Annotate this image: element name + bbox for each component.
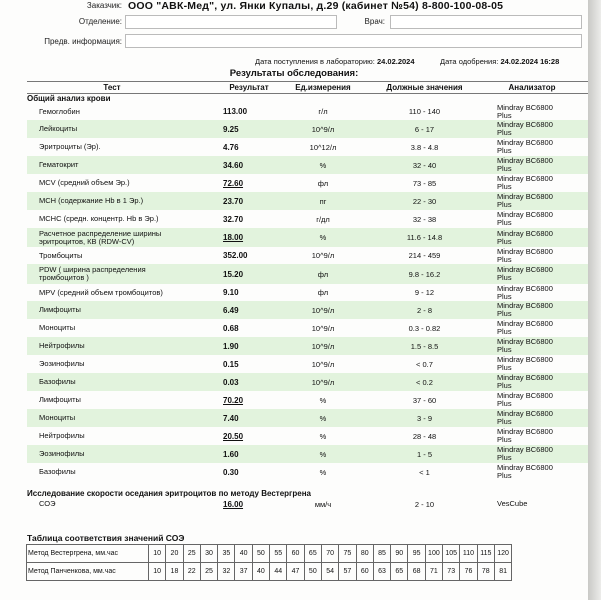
- soe-cell: 60: [356, 563, 373, 581]
- row-analyzer: Mindray BC6800 Plus: [497, 391, 553, 408]
- soe-cell: 25: [183, 545, 200, 563]
- row-unit: 10^9/л: [311, 341, 335, 351]
- row-name: Гемоглобин: [39, 106, 80, 116]
- table-row: [27, 319, 588, 337]
- row-name: Моноциты: [39, 323, 76, 332]
- row-result: 0.68: [223, 323, 239, 333]
- row-norm: 9 - 12: [414, 288, 435, 297]
- row-analyzer: Mindray BC6800 Plus: [497, 463, 553, 480]
- row-unit: 10^9/л: [311, 377, 335, 387]
- row-name: Эозинофилы: [39, 449, 85, 458]
- report-title: Результаты обследования:: [229, 68, 359, 79]
- row-analyzer: Mindray BC6800 Plus: [497, 301, 553, 318]
- soe-cell: 85: [373, 545, 390, 563]
- row-norm: 32 - 38: [412, 214, 437, 224]
- soe-row-label: Метод Вестергрена, мм.час: [27, 545, 149, 563]
- row-analyzer: Mindray BC6800 Plus: [497, 265, 553, 282]
- table-row: [27, 120, 588, 138]
- row-norm: 110 - 140: [408, 107, 441, 116]
- row-result: 9.25: [223, 124, 239, 134]
- table-row: [27, 427, 588, 445]
- row-name: Тромбоциты: [39, 250, 83, 260]
- row-analyzer: Mindray BC6800 Plus: [497, 445, 553, 462]
- soe-cell: 110: [460, 545, 477, 563]
- soe-cell: 57: [339, 563, 356, 581]
- row-unit: фл: [317, 178, 329, 188]
- row-norm: 1 - 5: [416, 449, 432, 459]
- row-norm: 6 - 17: [414, 124, 435, 134]
- soe-table-title: Таблица соответствия значений СОЭ: [27, 533, 185, 543]
- col-result: Результат: [229, 83, 269, 92]
- row-result: 72.60: [223, 178, 244, 188]
- row-name: Моноциты: [39, 413, 76, 422]
- col-unit: Ед.измерения: [295, 83, 351, 92]
- row-result: 0.30: [223, 467, 239, 477]
- table-row: [27, 228, 588, 247]
- soe-cell: 65: [304, 545, 321, 563]
- approved-label: Дата одобрения:: [440, 57, 499, 66]
- col-test: Тест: [103, 83, 121, 92]
- row-name: Эритроциты (Эр).: [39, 142, 101, 151]
- soe-cell: 76: [460, 563, 477, 581]
- row-unit: 10^9/л: [311, 323, 335, 333]
- row-norm: 2 - 8: [416, 305, 432, 315]
- row-name: Эозинофилы: [39, 359, 85, 368]
- soe-cell: 95: [408, 545, 425, 563]
- row-name: Нейтрофилы: [39, 431, 85, 440]
- soe-cell: 40: [252, 563, 269, 581]
- row-unit: %: [319, 431, 327, 441]
- soe-cell: 10: [149, 545, 166, 563]
- soe-cell: 37: [235, 563, 252, 581]
- soe-cell: 54: [321, 563, 338, 581]
- row-unit: %: [319, 467, 327, 477]
- row-norm: < 0.2: [416, 377, 433, 387]
- row-result: 352.00: [223, 251, 248, 260]
- table-row: [27, 174, 588, 192]
- row-unit: фл: [317, 288, 329, 297]
- row-result: 1.60: [223, 449, 239, 459]
- soe-cell: 105: [443, 545, 460, 563]
- received-label: Дата поступления в лабораторию:: [255, 57, 375, 66]
- row-unit: мм/ч: [314, 499, 332, 509]
- received-date: [255, 57, 415, 66]
- row-result: 16.00: [223, 499, 244, 509]
- row-result: 1.90: [223, 341, 239, 351]
- table-row: [27, 210, 588, 228]
- row-name: Лейкоциты: [39, 124, 78, 133]
- soe-cell: 20: [166, 545, 183, 563]
- soe-cell: 40: [235, 545, 252, 563]
- department-label: Отделение:: [78, 17, 122, 26]
- row-name: СОЭ: [39, 499, 56, 508]
- row-norm: 32 - 40: [412, 160, 437, 170]
- table-row: [27, 445, 588, 463]
- table-row: [27, 373, 588, 391]
- soe-cell: 60: [287, 545, 304, 563]
- row-analyzer: Mindray BC6800 Plus: [497, 373, 553, 390]
- soe-row-panchenkov: [27, 563, 512, 581]
- row-name: Расчетное распределение ширины эритроцитов, КВ (RDW-CV): [39, 228, 162, 246]
- soe-cell: 30: [200, 545, 217, 563]
- row-result: 23.70: [223, 196, 244, 206]
- soe-cell: 81: [494, 563, 511, 581]
- row-norm: 1.5 - 8.5: [410, 341, 439, 351]
- doctor-label: Врач:: [364, 17, 385, 26]
- customer-label: Заказчик:: [86, 1, 122, 10]
- table-row: [27, 264, 588, 284]
- row-result: 113.00: [223, 107, 248, 116]
- row-analyzer: Mindray BC6800 Plus: [497, 246, 553, 264]
- row-norm: 3 - 9: [416, 413, 432, 423]
- row-result: 15.20: [223, 269, 244, 279]
- row-norm: 2 - 10: [414, 499, 435, 509]
- row-unit: 10^12/л: [309, 142, 337, 152]
- prelim-info-label: Предв. информация:: [44, 37, 122, 46]
- row-norm: 11.6 - 14.8: [406, 233, 443, 242]
- row-norm: < 0.7: [416, 359, 433, 369]
- soe-cell: 63: [373, 563, 390, 581]
- row-norm: 9.8 - 16.2: [408, 269, 441, 279]
- soe-cell: 70: [321, 545, 338, 563]
- results-table-header: [27, 81, 588, 94]
- row-analyzer: Mindray BC6800 Plus: [497, 102, 553, 120]
- row-result: 18.00: [223, 233, 244, 242]
- row-name: MCH (содержание Hb в 1 Эр.): [39, 196, 144, 205]
- page-edge: [588, 0, 601, 600]
- row-name: PDW ( ширина распределения тромбоцитов ): [39, 265, 146, 282]
- soe-row-label: Метод Панченкова, мм.час: [27, 563, 149, 581]
- table-row: [27, 337, 588, 355]
- row-name: Базофилы: [39, 377, 76, 386]
- row-name: MCV (средний объем Эр.): [39, 178, 130, 187]
- row-unit: %: [319, 413, 327, 423]
- row-name: Нейтрофилы: [39, 341, 85, 350]
- row-analyzer: Mindray BC6800 Plus: [497, 228, 553, 246]
- table-row: [27, 284, 588, 301]
- row-name: Гематокрит: [39, 160, 79, 169]
- row-analyzer: Mindray BC6800 Plus: [497, 174, 553, 191]
- soe-cell: 50: [252, 545, 269, 563]
- soe-cell: 68: [408, 563, 425, 581]
- row-name: Базофилы: [39, 467, 76, 476]
- row-analyzer: Mindray BC6800 Plus: [497, 120, 553, 137]
- section-cbc: Общий анализ крови: [27, 94, 111, 103]
- soe-cell: 50: [304, 563, 321, 581]
- row-name: MPV (средний объем тромбоцитов): [39, 287, 163, 297]
- table-row: [27, 301, 588, 319]
- row-analyzer: Mindray BC6800 Plus: [497, 210, 553, 227]
- soe-cell: 78: [477, 563, 494, 581]
- row-result: 32.70: [223, 214, 244, 224]
- row-norm: 0.3 - 0.82: [408, 323, 441, 333]
- approved-value: 24.02.2024 16:28: [500, 57, 560, 66]
- row-analyzer: Mindray BC6800 Plus: [497, 409, 553, 426]
- row-unit: %: [319, 449, 327, 459]
- row-norm: 214 - 459: [408, 251, 441, 260]
- row-result: 0.15: [223, 359, 239, 369]
- row-result: 0.03: [223, 377, 239, 387]
- row-name: Лимфоциты: [39, 395, 81, 404]
- approved-date: [440, 57, 559, 66]
- table-row: [27, 103, 588, 120]
- soe-cell: 73: [443, 563, 460, 581]
- soe-cell: 47: [287, 563, 304, 581]
- row-unit: пг: [319, 196, 327, 206]
- department-field: [125, 15, 337, 29]
- row-result: 20.50: [223, 431, 244, 441]
- row-norm: 3.8 - 4.8: [410, 142, 439, 152]
- row-result: 7.40: [223, 413, 239, 423]
- section-esr: Исследование скорости оседания эритроцитов по методу Вестергрена: [27, 489, 311, 498]
- soe-cell: 18: [166, 563, 183, 581]
- row-norm: 28 - 48: [412, 431, 437, 441]
- row-norm: 37 - 60: [412, 395, 437, 405]
- row-unit: %: [319, 395, 327, 405]
- soe-cell: 32: [218, 563, 235, 581]
- col-norm: Должные значения: [386, 83, 463, 92]
- table-row: [27, 391, 588, 409]
- soe-table: [26, 544, 512, 581]
- soe-cell: 120: [494, 545, 511, 563]
- customer-value: ООО "АВК-Мед", ул. Янки Купалы, д.29 (кабинет №54) 8-800-100-08-05: [128, 0, 504, 12]
- soe-cell: 115: [477, 545, 494, 563]
- row-analyzer: Mindray BC6800 Plus: [497, 355, 553, 372]
- prelim-info-field: [125, 34, 582, 48]
- row-norm: < 1: [419, 467, 430, 477]
- row-analyzer: Mindray BC6800 Plus: [497, 156, 553, 173]
- soe-cell: 80: [356, 545, 373, 563]
- table-row-esr: [27, 497, 588, 511]
- row-unit: фл: [317, 269, 329, 279]
- table-row: [27, 355, 588, 373]
- row-analyzer: Mindray BC6800 Plus: [497, 283, 553, 301]
- table-row: [27, 409, 588, 427]
- soe-cell: 71: [425, 563, 442, 581]
- row-result: 4.76: [223, 142, 239, 152]
- soe-cell: 100: [425, 545, 442, 563]
- table-row: [27, 156, 588, 174]
- soe-cell: 22: [183, 563, 200, 581]
- table-row: [27, 463, 588, 481]
- row-unit: 10^9/л: [311, 305, 335, 315]
- row-name: MCHC (средн. концентр. Hb в Эр.): [39, 214, 159, 223]
- row-unit: г/л: [318, 107, 328, 116]
- row-analyzer: Mindray BC6800 Plus: [497, 427, 553, 444]
- row-unit: %: [319, 233, 327, 242]
- table-row: [27, 247, 588, 264]
- table-row: [27, 192, 588, 210]
- soe-cell: 90: [391, 545, 408, 563]
- row-analyzer: Mindray BC6800 Plus: [497, 337, 553, 354]
- row-result: 70.20: [223, 395, 244, 405]
- row-norm: 22 - 30: [412, 196, 437, 206]
- row-name: Лимфоциты: [39, 305, 81, 314]
- soe-cell: 35: [218, 545, 235, 563]
- row-norm: 73 - 85: [412, 178, 437, 188]
- row-unit: %: [319, 160, 327, 170]
- soe-cell: 65: [391, 563, 408, 581]
- doctor-field: [390, 15, 582, 29]
- row-analyzer: Mindray BC6800 Plus: [497, 319, 553, 336]
- soe-cell: 75: [339, 545, 356, 563]
- received-value: 24.02.2024: [376, 57, 415, 66]
- soe-row-westergren: [27, 545, 512, 563]
- row-result: 34.60: [223, 160, 244, 170]
- row-unit: 10^9/л: [311, 251, 335, 260]
- row-analyzer: VesCube: [497, 499, 528, 508]
- row-unit: г/дл: [316, 214, 330, 224]
- row-unit: 10^9/л: [311, 359, 335, 369]
- soe-cell: 44: [270, 563, 287, 581]
- soe-cell: 55: [270, 545, 287, 563]
- table-row: [27, 138, 588, 156]
- row-result: 9.10: [223, 288, 239, 297]
- row-result: 6.49: [223, 305, 239, 315]
- soe-cell: 25: [200, 563, 217, 581]
- col-analyzer: Анализатор: [508, 83, 556, 92]
- soe-cell: 10: [149, 563, 166, 581]
- row-analyzer: Mindray BC6800 Plus: [497, 192, 553, 209]
- row-unit: 10^9/л: [311, 124, 335, 134]
- row-analyzer: Mindray BC6800 Plus: [497, 138, 553, 155]
